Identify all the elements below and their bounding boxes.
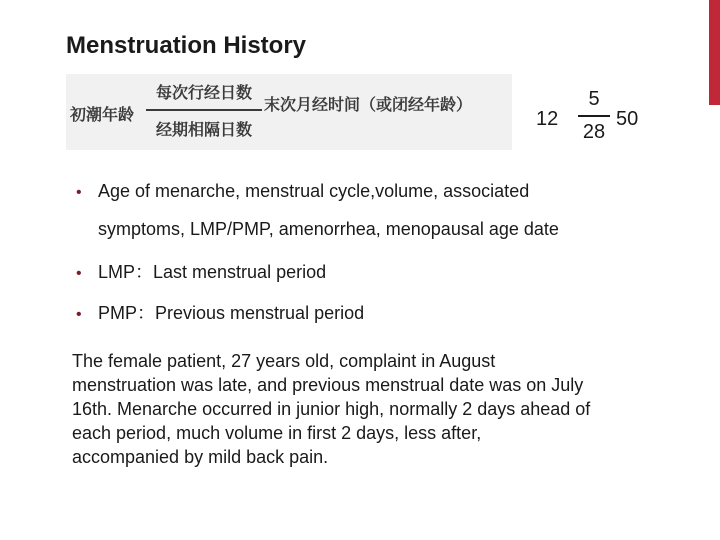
bullet-item — [76, 258, 326, 284]
paragraph-line: The female patient, 27 years old, complaint in August — [72, 351, 496, 371]
bullet-dot-icon: • — [76, 265, 82, 282]
formula-left-label: 初潮年龄 — [70, 105, 135, 124]
bullet-dot-icon: • — [76, 184, 82, 201]
formula-numerator: 每次行经日数 — [155, 83, 252, 102]
bullet-item — [76, 299, 364, 325]
paragraph-line: menstruation was late, and previous menstrual date was on July — [72, 375, 584, 395]
formula-example — [534, 88, 664, 152]
case-paragraph — [72, 349, 672, 469]
bullet-dot-icon: • — [76, 306, 82, 323]
formula-denominator: 经期相隔日数 — [155, 120, 252, 139]
bullet-text-continued: symptoms, LMP/PMP, amenorrhea, menopausal age date — [98, 219, 559, 239]
example-fraction-line — [578, 115, 610, 117]
bullet-text: Age of menarche, menstrual cycle,volume, associated — [98, 181, 530, 201]
formula-right-label: 末次月经时间（或闭经年龄） — [264, 95, 473, 114]
example-menopause-age: 50 — [616, 108, 639, 130]
formula-fraction-line — [146, 109, 262, 111]
bullet-text: PMP：Previous menstrual period — [98, 303, 365, 323]
bullet-text: LMP：Last menstrual period — [98, 262, 327, 282]
example-menarche-age: 12 — [536, 108, 559, 130]
paragraph-line: 16th. Menarche occurred in junior high, normally 2 days ahead of — [72, 399, 591, 419]
example-period-days: 5 — [588, 88, 600, 110]
paragraph-line: accompanied by mild back pain. — [72, 447, 329, 467]
formula-fraction — [146, 80, 262, 140]
accent-bar — [709, 0, 720, 105]
slide-title: Menstruation History — [66, 32, 307, 59]
paragraph-line: each period, much volume in first 2 days, less after, — [72, 423, 482, 443]
formula-image — [66, 74, 512, 150]
bullet-item — [76, 181, 529, 202]
example-cycle-days: 28 — [582, 121, 606, 143]
